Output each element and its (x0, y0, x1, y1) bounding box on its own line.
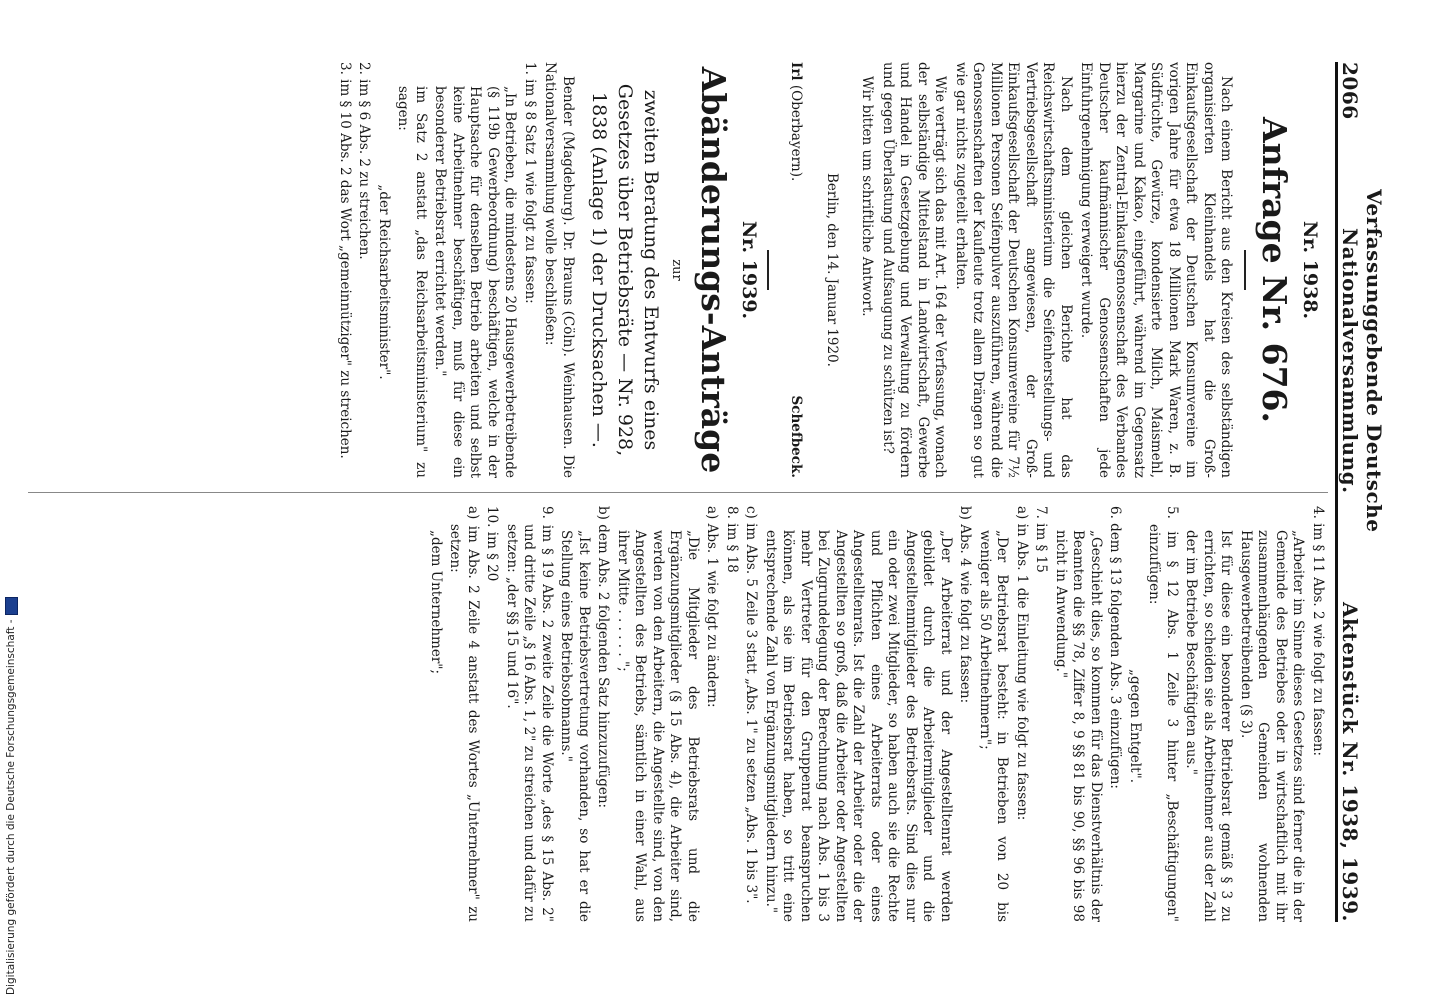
paragraph-3: Wie verträgt sich das mit Art. 164 der Verfassung, wonach der selbständige Mittelstand in Landwirtschaft, Gewerbe und Handel in Gesetzgebung und Verwaltung zu fördern und gegen Überlastung und Aufsaugung zu schützen ist? (880, 62, 949, 478)
header-title: Verfassunggebende Deutsche Nationalversammlung. (1338, 189, 1386, 533)
item-10: 10. im § 20 (484, 506, 501, 582)
header-document-number: Aktenstück Nr. 1938, 1939. (1338, 601, 1362, 922)
antraege-intro: Bender (Magdeburg). Dr. Brauns (Cöln). Weinhausen. Die Nationalversammlung wolle beschließen: (542, 62, 576, 478)
left-column (28, 62, 1328, 478)
item-10a: a) im Abs. 2 Zeile 4 anstatt des Wortes „Unternehmer" zu setzen: (447, 506, 481, 922)
item-8b-quote: „Ist keine Betriebsvertretung vorhanden, so hat er die Stellung eines Betriebsobmanns." (558, 530, 592, 922)
item-8a: a) Abs. 1 wie folgt zu ändern: (704, 506, 721, 708)
item-7b-quote: „Der Arbeiterrat und der Angestelltenrat werden gebildet durch die Arbeitermitglieder und die Angestelltenmitglieder des Betriebsrats. Sind dies nur ein oder zwei Mitglieder, so haben auch sie die Rechte und Pflichten eines Arbeiterrats oder eines Angestelltenrats. Ist die Zahl der Arbeiter oder die der Angestellten so groß, daß die Arbeiter oder Angestellten bei Zugrundelegung der Berechnung nach Abs. 1 bis 3 mehr Vertreter für den Gruppenrat beanspruchen können, als sie im Betriebsrat haben, so tritt eine entsprechende Zahl von Ergänzungsmitgliedern hinzu." (763, 530, 954, 922)
item-5-quote: „gegen Entgelt". (1127, 668, 1143, 784)
zur-label: zur (669, 259, 685, 281)
item-8b: b) dem Abs. 2 folgenden Satz hinzuzufügen: (595, 506, 612, 809)
item-7a: a) in Abs. 1 die Einleitung wie folgt zu fassen: (1014, 506, 1030, 821)
item-7b: b) Abs. 4 wie folgt zu fassen: (957, 506, 974, 704)
item-4: 4. im § 11 Abs. 2 wie folgt zu fassen: (1310, 506, 1326, 757)
signatory-place: (Oberbayern). (788, 84, 805, 182)
page-header (1335, 62, 1386, 922)
nr-1938-heading: Nr. 1938. (1299, 220, 1321, 320)
antraege-title: Abänderungs-Anträge (694, 66, 734, 474)
signature-line (787, 62, 805, 478)
anfrage-title: Anfrage Nr. 676. (1255, 117, 1295, 423)
column-divider (28, 492, 1328, 493)
item-3: 3. im § 10 Abs. 2 das Wort „gemeinnütziger" zu streichen. (337, 62, 353, 459)
dfg-logo-icon (5, 597, 18, 615)
separator-rule (1245, 250, 1247, 290)
nr-1939-heading: Nr. 1939. (738, 220, 760, 320)
item-10a-quote: „dem Unternehmer"; (428, 530, 444, 675)
paragraph-4: Wir bitten um schriftliche Antwort. (859, 76, 876, 317)
digitization-footnote (4, 575, 18, 995)
item-7c: c) im Abs. 5 Zeile 3 statt „Abs. 1" zu setzen „Abs. 1 bis 3". (743, 506, 760, 904)
item-1-quote: „In Betrieben, die mindestens 20 Hausgewerbetreibende (§ 119b Gewerbeordnung) beschäftigen, welche in der Hauptsache für denselben Betrieb arbeiten und selbst keine Arbeitnehmer beschäftigen, muß für diese ein besonderer Betriebsrat errichtet werden." (432, 86, 519, 478)
item-7: 7. im § 15 (1033, 506, 1050, 573)
item-4-quote-b: Ist für diese ein besonderer Betriebsrat gemäß § 3 zu errichten, so scheiden sie als Arbeitnehmer aus der Zahl der im Betriebe Beschäftigten aus." (1183, 530, 1235, 922)
item-1-quote-c: „der Reichsarbeitsminister". (376, 184, 392, 380)
signatory-right: Schefbeck. (788, 395, 805, 478)
antraege-subtitle: zweiten Beratung des Entwurfs eines Gesetzes über Betriebsräte — Nr. 928, 1838 (Anlage 1) der Drucksachen —. (588, 83, 662, 457)
separator-rule-2 (767, 250, 769, 290)
right-column (28, 506, 1328, 922)
paragraph-2: Nach dem gleichen Berichte hat das Reichswirtschaftsministerium die Seifenherstellungs- und Vertriebsgesellschaft angewiesen, der Groß-Einkaufsgesellschaft der Deutschen Konsumvereine für 7½ Millionen Personen Seifenpulver auszuführen, während die Genossenschaften der Kaufleute trotz allem Drängen so gut wie gar nichts zugeteilt erhalten. (953, 62, 1074, 478)
signatory-name: Irl (788, 62, 805, 81)
place-date: Berlin, den 14. Januar 1920. (824, 173, 840, 367)
item-6: 6. dem § 13 folgenden Abs. 3 einzufügen: (1107, 506, 1124, 789)
item-1: 1. im § 8 Satz 1 wie folgt zu fassen: (522, 62, 538, 304)
page-number: 2066 (1338, 62, 1362, 120)
item-7a-quote: „Der Betriebsrat besteht: in Betrieben von 20 bis weniger als 50 Arbeitnehmern"; (977, 530, 1011, 922)
footnote-text: Digitalisierung gefördert durch die Deutsche Forschungsgemeinschaft - (5, 619, 17, 995)
item-8a-quote: „Die Mitglieder des Betriebsrats und die Ergänzungsmitglieder (§ 15 Abs. 4), die Arbeiter sind, werden von den Arbeitern, die Angestellte sind, von den Angestellten des Betriebs, sämtlich in einer Wahl, aus ihrer Mitte . . . . . . "; (615, 530, 701, 922)
paragraph-1: Nach einem Bericht aus den Kreisen des selbständigen organisierten Kleinhandels hat die Groß-Einkaufsgesellschaft der Deutschen Konsumvereine im vorigen Jahre für etwa 18 Millionen Mark Waren, z. B. Südfrüchte, Gewürze, kondensierte Milch, Maismehl, Margarine und Kakao, eingeführt, während im Gegensatz hierzu der Zentral-Einkaufsgenossenschaft des Verbandes Deutscher kaufmännischer Genossenschaften jede Einfuhrgenehmigung verweigert wurde. (1078, 62, 1235, 478)
item-6-quote: „Geschieht dies, so kommen für das Dienstverhältnis der Beamten die §§ 78, Ziffer 8, 9 §§ 81 bis 90, §§ 96 bis 98 nicht in Anwendung." (1053, 530, 1104, 922)
item-2: 2. im § 6 Abs. 2 zu streichen. (356, 62, 373, 260)
item-1-quote-b: im Satz 2 anstatt „das Reichsarbeitsministerium" zu sagen: (395, 86, 429, 478)
item-9: 9. im § 19 Abs. 2 zweite Zeile die Worte „des § 15 Abs. 2" und dritte Zeile „§ 16 Abs. 1, 2" zu streichen und dafür zu setzen: „der §§ 15 und 16". (504, 506, 555, 922)
item-8: 8. im § 18 (724, 506, 740, 573)
item-4-quote: „Arbeiter im Sinne dieses Gesetzes sind ferner die in der Gemeinde des Betriebes oder in wirtschaftlich mit ihr zusammenhängenden Gemeinden wohnenden Hausgewerbetreibenden (§ 3). (1238, 530, 1307, 922)
item-5: 5. im § 12 Abs. 1 Zeile 3 hinter „Beschäftigungen" einzufügen: (1146, 506, 1180, 922)
